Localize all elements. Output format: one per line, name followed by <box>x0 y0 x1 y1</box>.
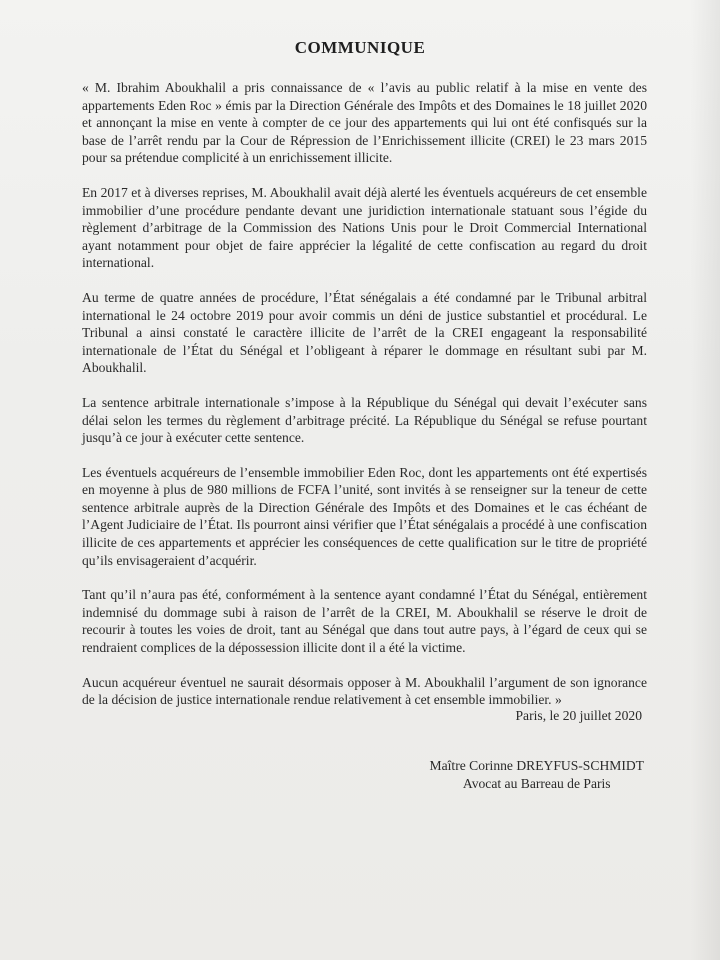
signatory-name: Maître Corinne DREYFUS-SCHMIDT <box>429 758 644 773</box>
paragraph-6: Tant qu’il n’aura pas été, conformément à la sentence ayant condamné l’État du Sénégal, entièrement indemnisé du dommage subi à raison de l’arrêt de la CREI, M. Aboukhalil se réserve le droit de recourir à toutes les voies de droit, tant au Sénégal que dans tout autre pays, à l’égard de ceux qui se rendraient complices de la dépossession illicite dont il a été la victime. <box>82 587 647 656</box>
paragraph-1: « M. Ibrahim Aboukhalil a pris connaissance de « l’avis au public relatif à la mise en vente des appartements Eden Roc » émis par la Direction Générale des Impôts et des Domaines le 18 juillet 2020 et annonçant la mise en vente à compter de ce jour des appartements qui lui ont été confisqués sur la base de l’arrêt rendu par la Cour de Répression de l’Enrichissement illicite (CREI) le 23 mars 2015 pour sa prétendue complicité à un enrichissement illicite. <box>82 80 647 166</box>
paragraph-7: Aucun acquéreur éventuel ne saurait désormais opposer à M. Aboukhalil l’argument de son ignorance de la décision de justice internationale rendue relativement à cet ensemble immobilier. » <box>82 674 647 708</box>
communique-body <box>82 79 647 726</box>
signatory-title: Avocat au Barreau de Paris <box>462 775 611 791</box>
paragraph-3: Au terme de quatre années de procédure, l’État sénégalais a été condamné par le Tribunal arbitral international le 24 octobre 2019 pour avoir commis un déni de justice substantiel et procédural. Le Tribunal a ainsi constaté le caractère illicite de l’arrêt de la CREI engageant la responsabilité internationale de l’État du Sénégal et l’obligeant à réparer le dommage en résultant subi par M. Aboukhalil. <box>82 289 647 376</box>
page-title: COMMUNIQUE <box>294 38 426 57</box>
paragraph-5: Les éventuels acquéreurs de l’ensemble immobilier Eden Roc, dont les appartements ont été expertisés en moyenne à plus de 980 millions de FCFA l’unité, sont invités à se renseigner sur la teneur de cette sentence arbitrale auprès de la Direction Générale des Impôts et des Domaines et le cas échéant de l’Agent Judiciaire de l’État. Ils pourront ainsi vérifier que l’État sénégalais a procédé à une confiscation illicite de ces appartements et apprécier les conséquences de cette qualification sur le titre de propriété qu’ils envisageraient d’acquérir. <box>82 464 647 568</box>
paragraph-2: En 2017 et à diverses reprises, M. Aboukhalil avait déjà alerté les éventuels acquéreurs de cet ensemble immobilier d’une procédure pendante devant une juridiction internationale statuant sous l’égide du règlement d’arbitrage de la Commission des Nations Unis pour le Droit Commercial International ayant notamment pour objet de faire apprécier la légalité de cette confiscation au regard du droit international. <box>82 184 647 271</box>
paragraph-4: La sentence arbitrale internationale s’impose à la République du Sénégal qui devait l’exécuter sans délai selon les termes du règlement d’arbitrage précité. La République du Sénégal se refuse pourtant jusqu’à ce jour à exécuter cette sentence. <box>82 394 647 446</box>
place-date: Paris, le 20 juillet 2020 <box>515 708 642 723</box>
signature-block <box>430 757 644 792</box>
